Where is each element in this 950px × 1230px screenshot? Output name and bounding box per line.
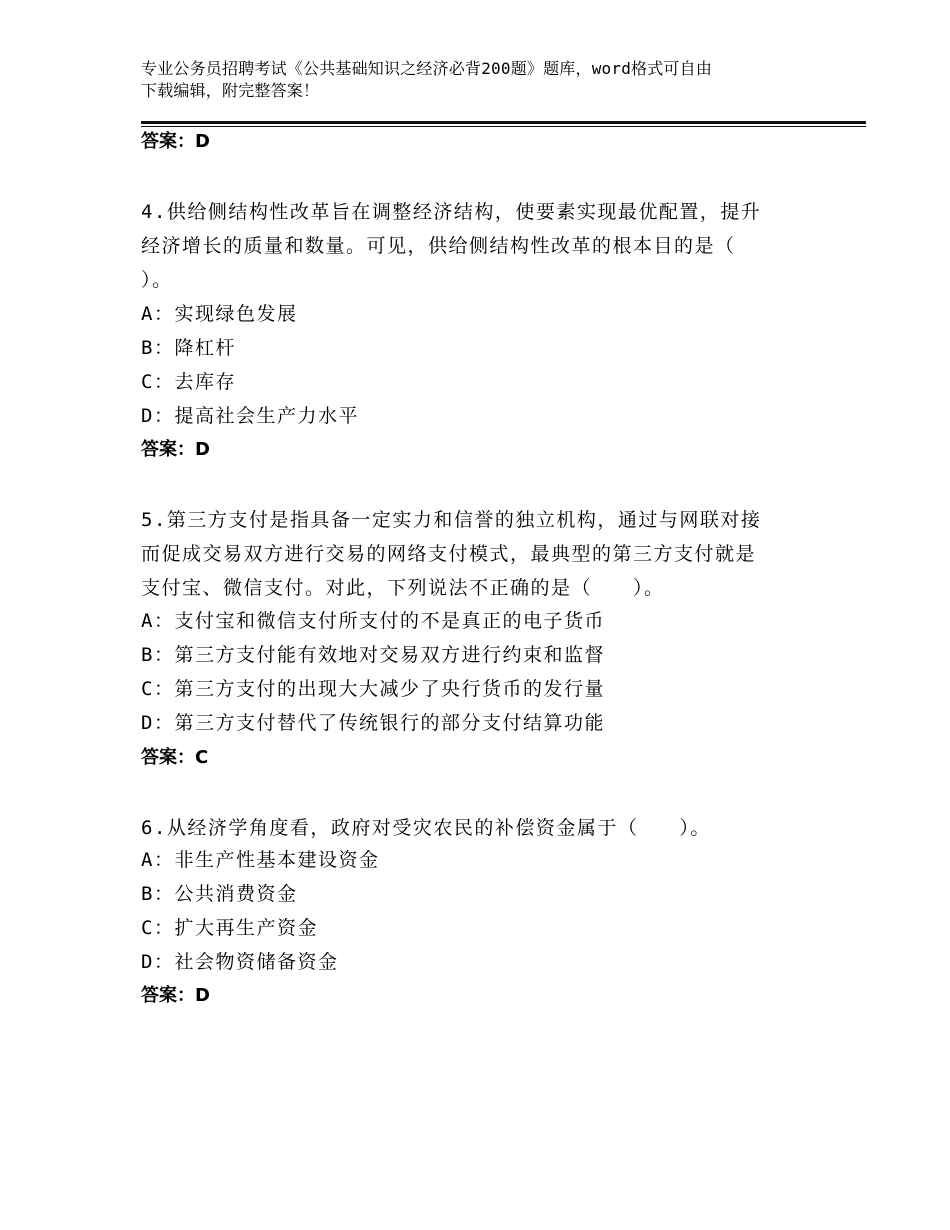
- question-4-option-d: D：提高社会生产力水平: [141, 405, 359, 427]
- question-4-option-a: A：实现绿色发展: [141, 303, 298, 325]
- question-6-option-a: A：非生产性基本建设资金: [141, 849, 380, 871]
- question-5-answer: 答案：C: [141, 747, 209, 768]
- header-rule-thin: [141, 126, 866, 127]
- question-5-stem-line-2: 而促成交易双方进行交易的网络支付模式，最典型的第三方支付就是: [141, 543, 757, 565]
- question-4-stem-line-3: ）。: [141, 269, 173, 291]
- question-5-option-d: D：第三方支付替代了传统银行的部分支付结算功能: [141, 712, 605, 734]
- document-header: [141, 58, 821, 102]
- question-5-option-b: B：第三方支付能有效地对交易双方进行约束和监督: [141, 644, 605, 666]
- question-6-option-c: C：扩大再生产资金: [141, 917, 318, 939]
- question-6-option-d: D：社会物资储备资金: [141, 951, 339, 973]
- question-5-stem-line-1: 5.第三方支付是指具备一定实力和信誉的独立机构，通过与网联对接: [141, 509, 762, 531]
- question-5-option-a: A：支付宝和微信支付所支付的不是真正的电子货币: [141, 610, 605, 632]
- question-4-stem-line-1: 4.供给侧结构性改革旨在调整经济结构，使要素实现最优配置，提升: [141, 201, 762, 223]
- header-line-1: 专业公务员招聘考试《公共基础知识之经济必背200题》题库，word格式可自由: [141, 59, 713, 78]
- answer-prev: 答案：D: [141, 131, 210, 152]
- question-5-stem-line-3: 支付宝、微信支付。对此，下列说法不正确的是（ ）。: [141, 577, 665, 599]
- question-6-stem: [141, 811, 801, 845]
- header-rule-thick: [141, 121, 866, 124]
- question-5-option-c: C：第三方支付的出现大大减少了央行货币的发行量: [141, 678, 605, 700]
- header-line-2: 下载编辑，附完整答案！: [141, 81, 320, 100]
- question-4-stem: [141, 195, 801, 297]
- question-6-option-b: B：公共消费资金: [141, 883, 298, 905]
- question-6-stem-line-1: 6.从经济学角度看，政府对受灾农民的补偿资金属于（ ）。: [141, 817, 711, 839]
- question-5-stem: [141, 503, 801, 605]
- question-6-answer: 答案：D: [141, 985, 210, 1006]
- question-4-option-b: B：降杠杆: [141, 337, 236, 359]
- question-4-stem-line-2: 经济增长的质量和数量。可见，供给侧结构性改革的根本目的是（: [141, 235, 736, 257]
- question-4-option-c: C：去库存: [141, 371, 236, 393]
- question-4-answer: 答案：D: [141, 439, 210, 460]
